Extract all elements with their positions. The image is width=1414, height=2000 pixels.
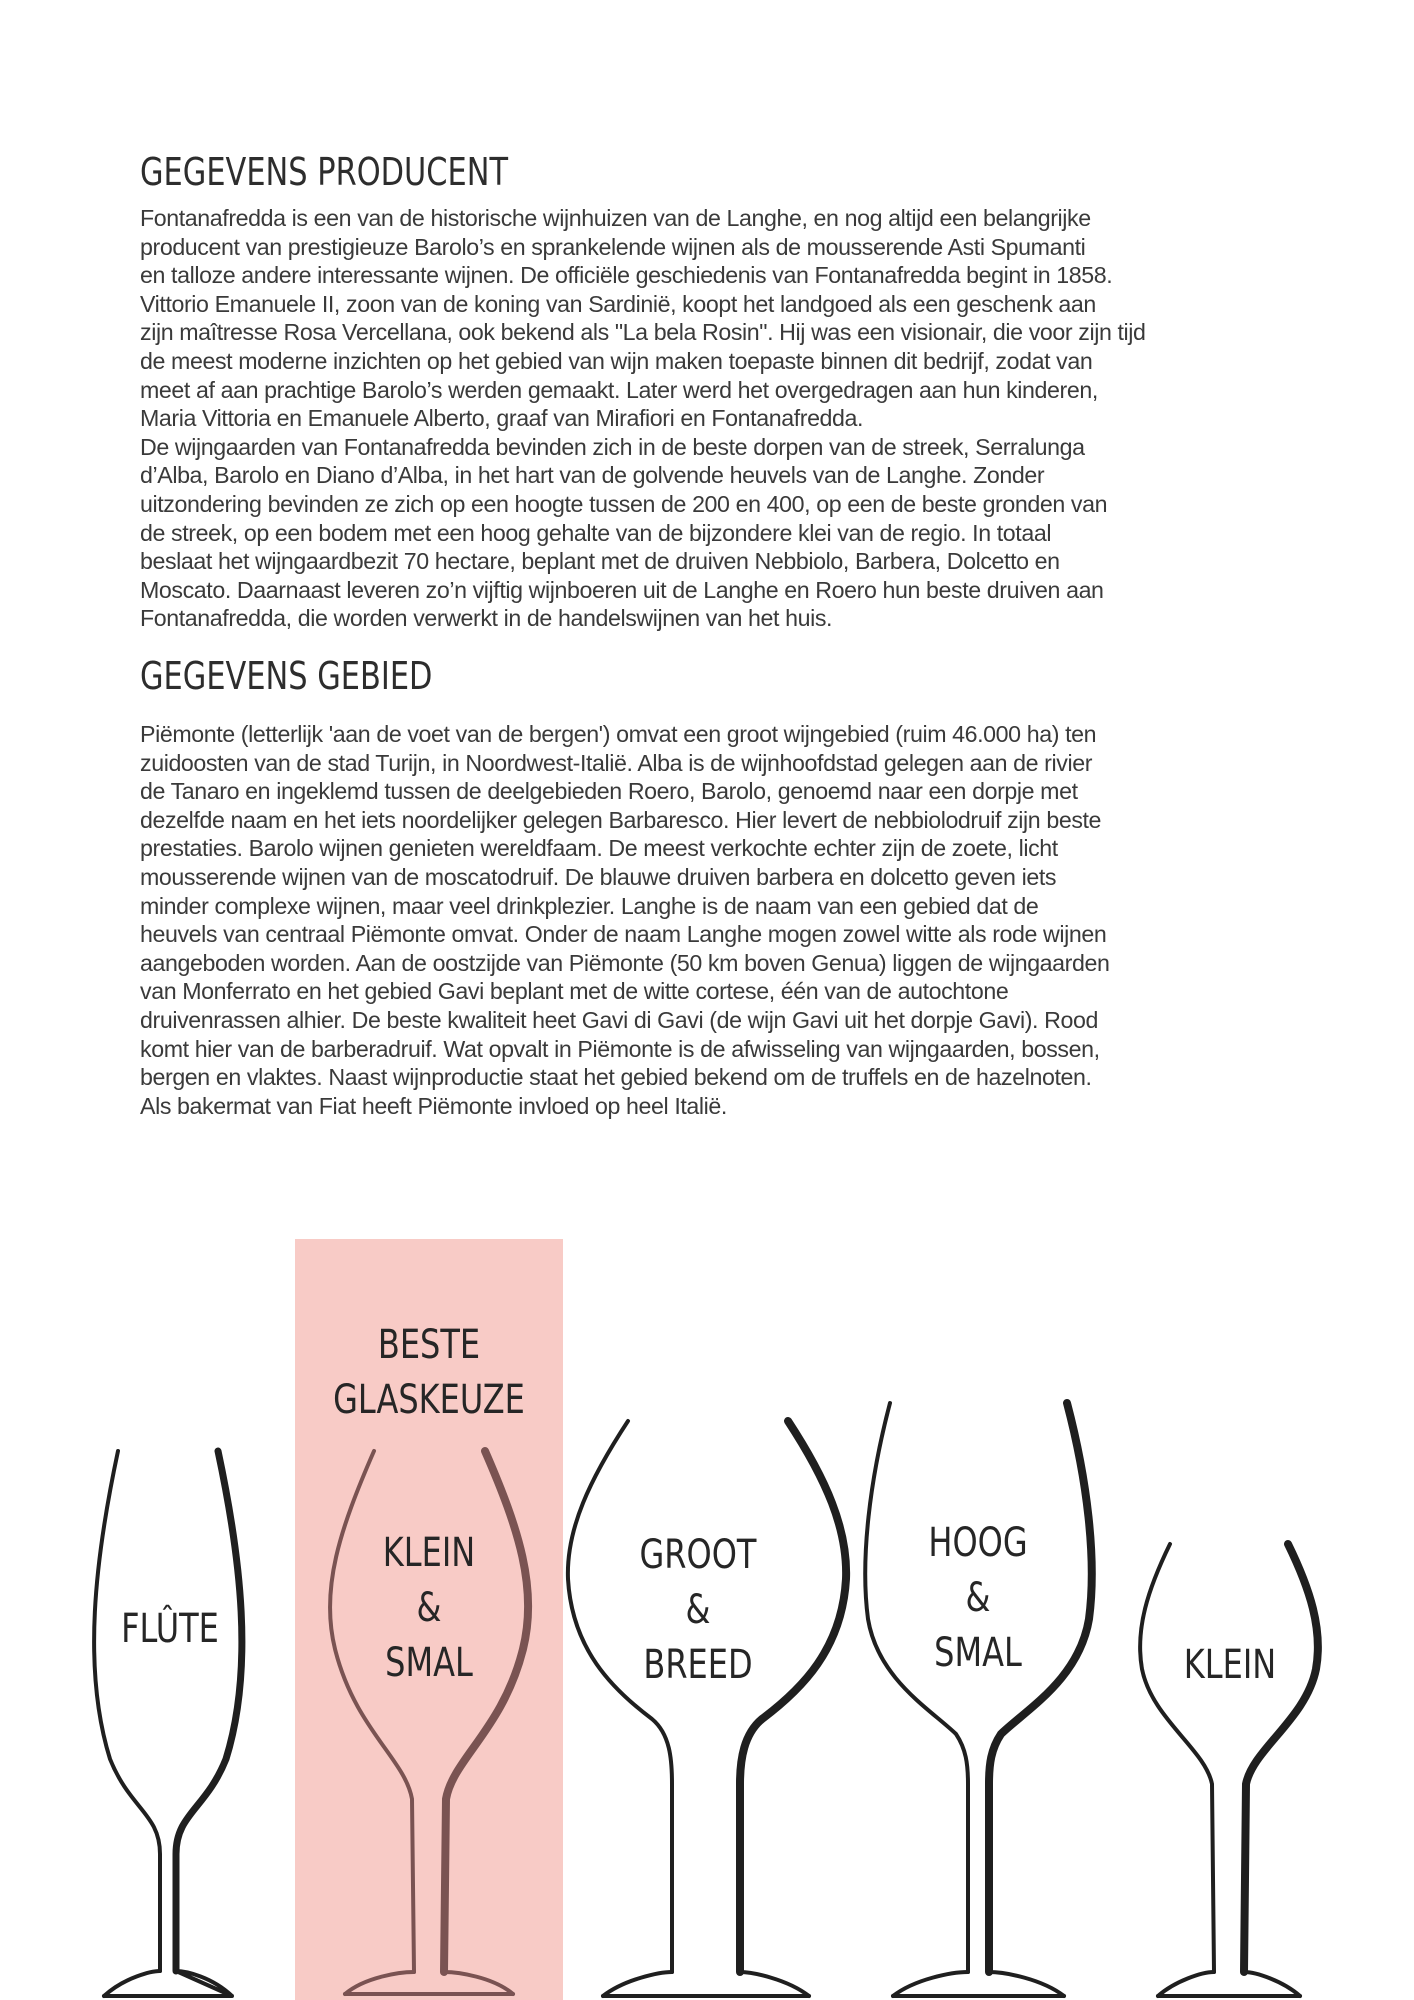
best-choice-label: BESTE GLASKEUZE [333, 1322, 525, 1423]
text-line: de meest moderne inzichten op het gebied van wijn maken toepaste binnen dit bedrijf, zodat van [140, 347, 1093, 374]
text-line: producent van prestigieuze Barolo’s en sprankelende wijnen als de mousserende Asti Spumanti [140, 233, 1086, 260]
text-line: zuidoosten van de stad Turijn, in Noordwest-Italië. Alba is de wijnhoofdstad gelegen aan de rivier [140, 749, 1093, 776]
section-title-gebied: GEGEVENS GEBIED [140, 654, 433, 698]
gebied-text [140, 720, 1305, 1120]
glass-label-hoog-smal: HOOG & SMAL [928, 1520, 1028, 1676]
glass-label-klein: KLEIN [1183, 1642, 1277, 1688]
text-line: Moscato. Daarnaast leveren zo’n vijftig wijnboeren uit de Langhe en Roero hun beste druiven aan [140, 576, 1104, 603]
text-line: van Monferrato en het gebied Gavi beplant met de witte cortese, één van de autochtone [140, 978, 1009, 1005]
klein-glass-icon [1140, 1544, 1318, 1996]
text-line: Als bakermat van Fiat heeft Piëmonte invloed op heel Italië. [140, 1092, 727, 1119]
text-line: Vittorio Emanuele II, zoon van de koning van Sardinië, koopt het landgoed als een geschenk aan [140, 290, 1096, 317]
text-line: heuvels van centraal Piëmonte omvat. Onder de naam Langhe mogen zowel witte als rode wijnen [140, 921, 1107, 948]
glass-label-klein-smal: KLEIN & SMAL [382, 1530, 476, 1686]
text-line: uitzondering bevinden ze zich op een hoogte tussen de 200 en 400, op een de beste gronden van [140, 490, 1108, 517]
text-line: prestaties. Barolo wijnen genieten wereldfaam. De meest verkochte echter zijn de zoete, licht [140, 835, 1058, 862]
text-line: aangeboden worden. Aan de oostzijde van Piëmonte (50 km boven Genua) liggen de wijngaarden [140, 949, 1110, 976]
groot-breed-glass-icon [568, 1421, 846, 1996]
text-line: Fontanafredda, die worden verwerkt in de handelswijnen van het huis. [140, 605, 833, 632]
flute-glass-icon [94, 1451, 242, 1996]
text-line: en talloze andere interessante wijnen. De officiële geschiedenis van Fontanafredda begint in 1858. [140, 262, 1113, 289]
text-line: Fontanafredda is een van de historische wijnhuizen van de Langhe, en nog altijd een belangrijke [140, 205, 1091, 231]
text-line: bergen en vlaktes. Naast wijnproductie staat het gebied bekend om de truffels en de hazelnoten. [140, 1064, 1092, 1091]
producent-text [140, 204, 1305, 633]
glass-label-flute: FLÛTE [121, 1606, 219, 1652]
text-line: dezelfde naam en het iets noordelijker gelegen Barbaresco. Hier levert de nebbiolodruif zijn beste [140, 806, 1102, 833]
text-line: minder complexe wijnen, maar veel drinkplezier. Langhe is de naam van een gebied dat de [140, 892, 1039, 919]
text-line: mousserende wijnen van de moscatodruif. De blauwe druiven barbera en dolcetto geven iets [140, 863, 1057, 890]
hoog-smal-glass-icon [865, 1403, 1092, 1996]
text-line: druivenrassen alhier. De beste kwaliteit heet Gavi di Gavi (de wijn Gavi uit het dorpje Gavi). Rood [140, 1006, 1098, 1033]
glass-label-groot-breed: GROOT & BREED [639, 1532, 757, 1688]
text-line: d’Alba, Barolo en Diano d’Alba, in het hart van de golvende heuvels van de Langhe. Zonder [140, 462, 1045, 489]
text-line: de Tanaro en ingeklemd tussen de deelgebieden Roero, Barolo, genoemd naar een dorpje met [140, 778, 1078, 805]
text-line: zijn maîtresse Rosa Vercellana, ook bekend als "La bela Rosin". Hij was een visionair, die voor zijn tijd [140, 319, 1146, 346]
text-line: de streek, op een bodem met een hoog gehalte van de bijzondere klei van de regio. In totaal [140, 519, 1052, 546]
text-line: beslaat het wijngaardbezit 70 hectare, beplant met de druiven Nebbiolo, Barbera, Dolcetto en [140, 548, 1060, 575]
text-line: meet af aan prachtige Barolo’s werden gemaakt. Later werd het overgedragen aan hun kinderen, [140, 376, 1098, 403]
text-line: Maria Vittoria en Emanuele Alberto, graaf van Mirafiori en Fontanafredda. [140, 405, 864, 432]
text-line: komt hier van de barberadruif. Wat opvalt in Piëmonte is de afwisseling van wijngaarden, bossen, [140, 1035, 1100, 1062]
text-line: De wijngaarden van Fontanafredda bevinden zich in de beste dorpen van de streek, Serralunga [140, 433, 1085, 460]
section-title-producent: GEGEVENS PRODUCENT [140, 150, 509, 194]
text-line: Piëmonte (letterlijk 'aan de voet van de bergen') omvat een groot wijngebied (ruim 46.000 ha) ten [140, 721, 1097, 747]
